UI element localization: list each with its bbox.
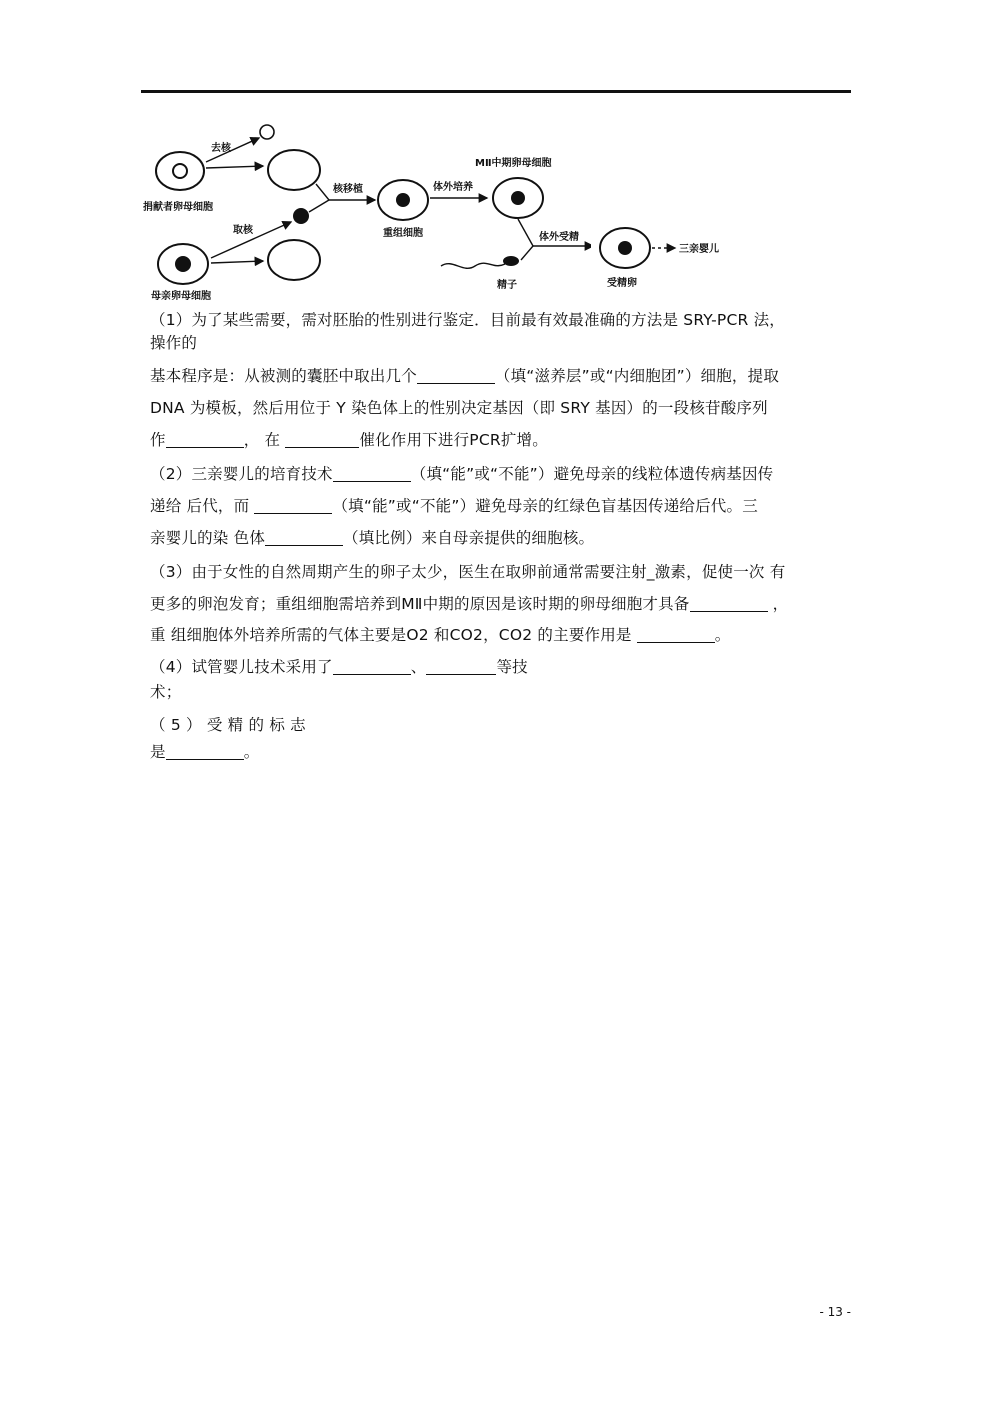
q2-blank-ratio[interactable]	[265, 529, 343, 546]
merge-line-top	[316, 184, 329, 200]
in-vitro-fertilization-label: 体外受精	[539, 232, 579, 243]
q1-blank-primer[interactable]	[166, 431, 244, 448]
page-number: - 13 -	[819, 1305, 851, 1319]
q3-line-3: 重 组细胞体外培养所需的气体主要是O2 和CO2，CO2 的主要作用是 。	[150, 626, 731, 644]
sperm-label: 精子	[497, 280, 517, 291]
q3-line-1: （3）由于女性的自然周期产生的卵子太少，医生在取卵前通常需要注射_激素，促使一次 有	[150, 563, 786, 581]
q1-line-1: （1）为了某些需要，需对胚胎的性别进行鉴定．目前最有效最准确的方法是 SRY-PCR 法，	[150, 311, 785, 329]
donor-oocyte-cell	[156, 152, 204, 190]
q3-blank-ability[interactable]	[690, 595, 768, 612]
enucleate-arrow-right	[206, 166, 263, 168]
three-parent-baby-diagram-right	[591, 226, 741, 298]
three-parent-baby-diagram	[141, 118, 591, 304]
mother-oocyte-label: 母亲卵母细胞	[151, 291, 211, 302]
q2-line-2: 递给 后代，而 （填“能”或“不能”）避免母亲的红绿色盲基因传递给后代。三	[150, 497, 758, 515]
mii-oocyte-label: MⅡ中期卵母细胞	[475, 158, 552, 169]
q4-line-2: 术；	[150, 683, 182, 701]
take-nucleus-arrow-right	[211, 261, 263, 263]
q2-line-3: 亲婴儿的染 色体 （填比例）来自母亲提供的细胞核。	[150, 529, 595, 547]
zygote-cell	[600, 228, 650, 268]
fertilization-line-bottom	[521, 246, 533, 260]
taken-nucleus	[293, 208, 309, 224]
q2-blank-color-blindness[interactable]	[254, 497, 332, 514]
q5-line-1: （ 5 ） 受 精 的 标 志	[150, 716, 306, 734]
mother-remaining-cell	[268, 240, 320, 280]
q1-line-4: DNA 为模板，然后用位于 Y 染色体上的性别决定基因（即 SRY 基因）的一段核苷酸序列	[150, 399, 768, 417]
q5-line-2: 是 。	[150, 743, 260, 761]
in-vitro-culture-label: 体外培养	[433, 182, 473, 193]
q2-line-1: （2）三亲婴儿的培育技术 （填“能”或“不能”）避免母亲的线粒体遗传病基因传	[150, 465, 774, 483]
sperm-illustration	[441, 256, 519, 268]
q3-blank-co2-role[interactable]	[637, 626, 715, 643]
fertilization-line-top	[518, 219, 533, 246]
zygote-label: 受精卵	[607, 278, 637, 289]
removed-nucleus	[260, 125, 274, 139]
enucleated-oocyte-cell	[268, 150, 320, 190]
q4-line-1: （4）试管婴儿技术采用了 、 等技	[150, 658, 528, 676]
mother-oocyte-cell	[158, 244, 208, 284]
reconstructed-cell-label: 重组细胞	[383, 228, 423, 239]
q1-line-2: 操作的	[150, 334, 198, 352]
q1-line-3: 基本程序是：从被测的囊胚中取出几个 （填“滋养层”或“内细胞团”）细胞，提取	[150, 367, 780, 385]
q3-line-2: 更多的卵泡发育；重组细胞需培养到MⅡ中期的原因是该时期的卵母细胞才具备 ，	[150, 595, 789, 613]
donor-oocyte-label: 捐献者卵母细胞	[143, 202, 213, 213]
q2-blank-mitochondria[interactable]	[333, 465, 411, 482]
header-rule	[141, 90, 851, 93]
merge-line-bottom	[309, 200, 329, 212]
q5-blank-fertilization-sign[interactable]	[166, 743, 244, 760]
q4-blank-technique-2[interactable]	[426, 658, 496, 675]
three-parent-baby-label: 三亲婴儿	[679, 244, 719, 255]
take-nucleus-label: 取核	[233, 225, 253, 236]
q1-blank-cell-type[interactable]	[417, 367, 495, 384]
q1-line-5: 作 ， 在 催化作用下进行PCR扩增。	[150, 431, 548, 449]
mii-oocyte-cell	[493, 178, 543, 218]
q4-blank-technique-1[interactable]	[333, 658, 411, 675]
enucleate-label: 去核	[211, 143, 231, 154]
nuclear-transfer-label: 核移植	[333, 184, 363, 195]
q1-blank-enzyme[interactable]	[285, 431, 359, 448]
reconstructed-cell	[378, 180, 428, 220]
